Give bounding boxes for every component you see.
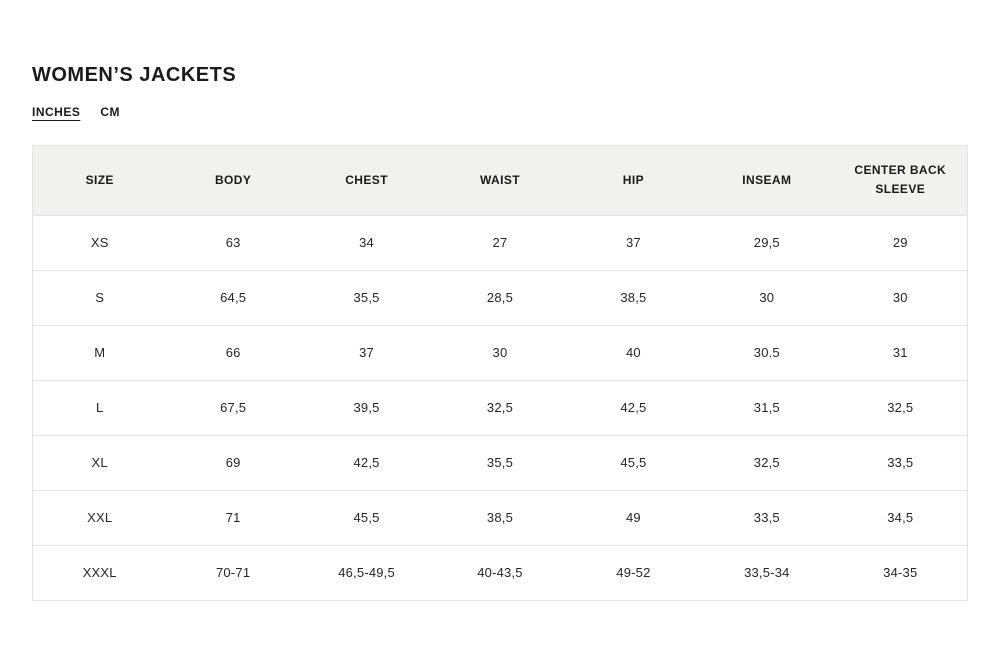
table-row (33, 545, 967, 600)
measurement-cell: 35,5 (353, 290, 380, 305)
column-header (567, 146, 700, 215)
measurement-cell: 33,5 (753, 510, 780, 525)
unit-option-cm[interactable]: CM (100, 105, 121, 119)
table-row (33, 270, 967, 325)
measurement-cell: 37 (625, 235, 641, 250)
measurement-cell: 49-52 (616, 565, 651, 581)
measurement-cell: 31 (892, 345, 908, 360)
measurement-cell: 39,5 (353, 400, 380, 415)
header-row (33, 146, 967, 215)
size-label-cell: M (94, 345, 106, 360)
measurement-cell: 30 (492, 345, 508, 360)
measurement-cell: 31,5 (753, 400, 780, 415)
measurement-cell: 42,5 (353, 455, 380, 470)
measurement-cell: 29,5 (753, 235, 780, 250)
column-header (433, 146, 566, 215)
column-header-label: BODY (214, 172, 252, 187)
measurement-cell: 38,5 (620, 290, 647, 305)
measurement-cell: 42,5 (620, 400, 647, 415)
table-row (33, 435, 967, 490)
column-header-label: HIP (622, 172, 644, 187)
measurement-cell: 67,5 (220, 400, 247, 415)
measurement-cell: 38,5 (486, 510, 514, 525)
size-table (33, 146, 967, 600)
column-header (166, 146, 299, 215)
size-label-cell: XS (90, 235, 109, 250)
unit-option-inches[interactable]: INCHES (32, 105, 81, 119)
measurement-cell: 30 (892, 290, 908, 305)
measurement-cell: 32,5 (486, 400, 514, 415)
page-title: WOMEN’S JACKETS (32, 64, 237, 86)
table-row (33, 325, 967, 380)
measurement-cell: 32,5 (887, 400, 914, 415)
unit-toggle (32, 105, 968, 119)
measurement-cell: 69 (225, 455, 241, 470)
size-label-cell: XXL (87, 510, 113, 525)
measurement-cell: 32,5 (753, 455, 780, 470)
measurement-cell: 34 (359, 235, 374, 250)
measurement-cell: 64,5 (220, 290, 247, 305)
measurement-cell: 34-35 (883, 565, 918, 581)
size-label-cell: XL (91, 455, 108, 470)
size-label-cell: S (95, 290, 105, 305)
size-chart (32, 145, 968, 601)
measurement-cell: 37 (359, 345, 374, 360)
column-header (300, 146, 433, 215)
column-header-label: SIZE (85, 172, 114, 187)
measurement-cell: 40-43,5 (477, 565, 523, 581)
column-header (834, 146, 967, 215)
size-table-body (33, 215, 967, 600)
measurement-cell: 40 (625, 345, 641, 360)
column-header-label: CHEST (345, 172, 388, 187)
column-header (33, 146, 166, 215)
column-header-label: WAIST (479, 172, 520, 187)
measurement-cell: 33,5 (887, 455, 914, 470)
measurement-cell: 34,5 (887, 510, 914, 525)
table-row (33, 380, 967, 435)
measurement-cell: 30.5 (753, 345, 780, 360)
measurement-cell: 33,5-34 (744, 565, 790, 581)
size-label-cell: L (95, 400, 104, 415)
column-header-label: CENTER BACK SLEEVE (854, 163, 947, 197)
measurement-cell: 45,5 (620, 455, 647, 470)
measurement-cell: 27 (492, 235, 508, 250)
measurement-cell: 63 (225, 235, 241, 250)
measurement-cell: 66 (225, 345, 241, 360)
measurement-cell: 49 (625, 510, 641, 525)
measurement-cell: 71 (225, 510, 241, 525)
measurement-cell: 29 (892, 235, 908, 250)
table-row (33, 215, 967, 270)
size-label-cell: XXXL (82, 565, 117, 581)
measurement-cell: 35,5 (486, 455, 514, 470)
size-table-header (33, 146, 967, 215)
measurement-cell: 70-71 (216, 565, 251, 581)
measurement-cell: 30 (759, 290, 775, 305)
measurement-cell: 46,5-49,5 (338, 565, 395, 581)
column-header (700, 146, 833, 215)
measurement-cell: 45,5 (353, 510, 380, 525)
table-row (33, 490, 967, 545)
column-header-label: INSEAM (742, 172, 792, 187)
measurement-cell: 28,5 (486, 290, 514, 305)
